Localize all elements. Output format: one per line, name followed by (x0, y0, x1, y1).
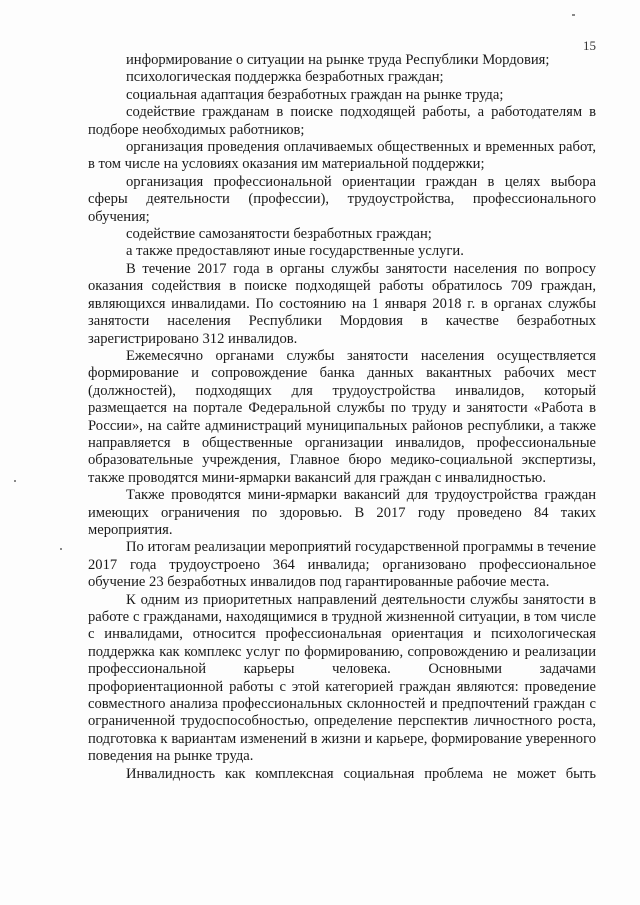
paragraph: информирование о ситуации на рынке труда Республики Мордовия; (126, 52, 550, 68)
scan-mark (572, 14, 575, 16)
paragraph: а также предоставляют иные государственные услуги. (126, 243, 464, 260)
paragraph: В течение 2017 года в органы службы занятости населения по вопросу оказания содействия в поиске подходящей работы обратилось 709 граждан, являющихся инвалидами. По состоянию на 1 января 2018 г. в органах службы занятости населения Республики Мордовия в качестве безработных зарегистрировано 312 инвалидов. (88, 260, 596, 347)
paragraph: К одним из приоритетных направлений деятельности службы занятости в работе с гражданами, находящимися в трудной жизненной ситуации, в том числе с инвалидами, относится профессиональная ориентация и психологическая поддержка как комплекс услуг по формированию, сопровождению и реализации профессиональной карьеры человека. Основными задачами профориентационной работы с этой категорией граждан являются: проведение совместного анализа профессиональных склонностей и предпочтений граждан с ограниченной трудоспособностью, определение перспектив личностного роста, подготовка к вариантам изменений в жизни и карьере, формирование уверенного поведения на рынке труда. (88, 591, 596, 765)
paragraph: По итогам реализации мероприятий государственной программы в течение 2017 года трудоустроено 364 инвалида; организовано профессиональное обучение 23 безработных инвалидов под гарантированные рабочие места. (88, 539, 596, 591)
paragraph: психологическая поддержка безработных граждан; (126, 69, 444, 86)
paragraph: социальная адаптация безработных граждан на рынке труда; (126, 86, 504, 103)
page-body (88, 52, 596, 783)
scan-mark (14, 480, 16, 482)
page-number: 15 (583, 38, 596, 53)
paragraph: Ежемесячно органами службы занятости населения осуществляется формирование и сопровождение банка данных вакантных рабочих мест (должностей), подходящих для трудоустройства инвалидов, который размещается на портале Федеральной службы по труду и занятости «Работа в России», на сайте администраций муниципальных районов республики, а также направляется в общественные организации инвалидов, профессиональные образовательные учреждения, Главное бюро медико-социальной экспертизы, также проводятся мини-ярмарки вакансий для граждан с инвалидностью. (88, 347, 596, 486)
paragraph: Также проводятся мини-ярмарки вакансий для трудоустройства граждан имеющих ограничения по здоровью. В 2017 году проведено 84 таких мероприятия. (88, 487, 596, 538)
paragraph: организация проведения оплачиваемых общественных и временных работ, в том числе на условиях оказания им материальной поддержки; (88, 139, 596, 173)
paragraph: содействие гражданам в поиске подходящей работы, а работодателям в подборе необходимых работников; (88, 104, 596, 138)
paragraph: содействие самозанятости безработных граждан; (126, 226, 432, 243)
scan-mark (60, 548, 62, 550)
paragraph: организация профессиональной ориентации граждан в целях выбора сферы деятельности (профессии), трудоустройства, профессионального обучения; (88, 173, 596, 225)
paragraph: Инвалидность как комплексная социальная проблема не может быть (126, 765, 596, 782)
